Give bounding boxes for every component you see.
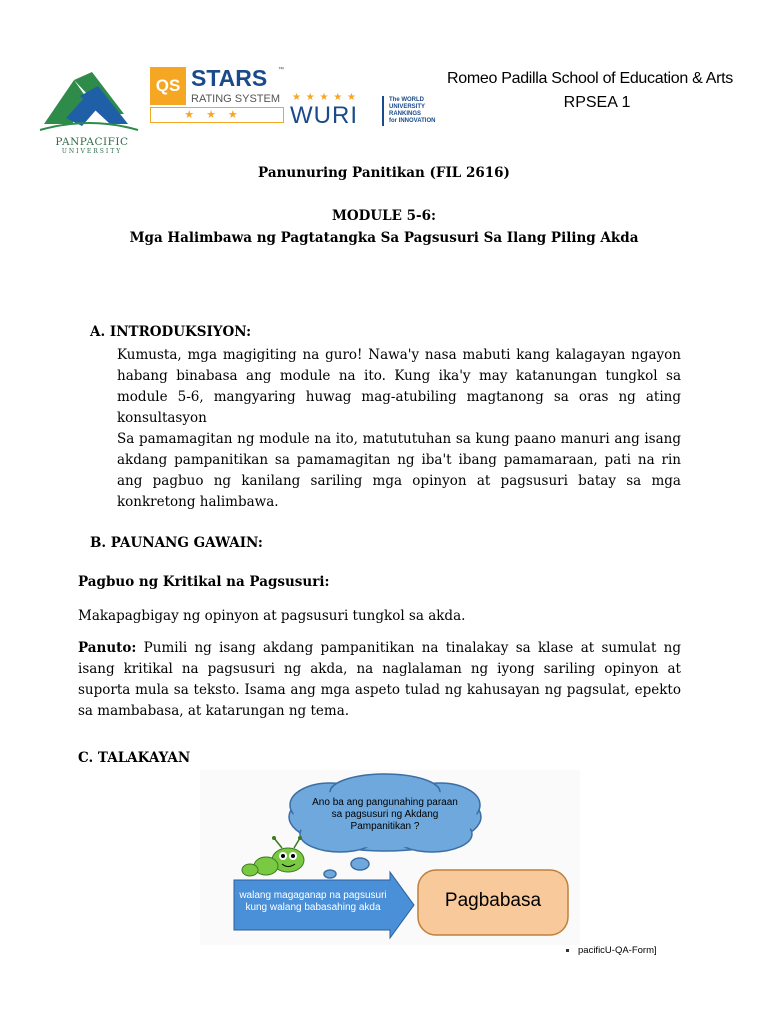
panuto-label: Panuto:: [78, 640, 137, 656]
wuri-desc-line: UNIVERSITY: [389, 104, 426, 110]
section-b-instructions: [78, 638, 681, 722]
section-a-paragraph-2: Sa pamamagitan ng module na ito, matututuhan sa kung paano manuri ang isang akdang pampanitikan sa pamamagitan ng iba't ibang pamamaraan, pati na rin ang pagbuo ng kanilang sariling mga opinyon at pagsusuri batay sa mga konkretong halimbawa.: [117, 431, 681, 510]
qs-stars-logo: [150, 67, 284, 125]
talakayan-diagram: [200, 770, 580, 945]
section-c-heading: C. TALAKAYAN: [78, 750, 191, 766]
stars-title: STARS: [191, 65, 268, 91]
module-subtitle: Mga Halimbawa ng Pagtatangka Sa Pagsusuri Sa Ilang Piling Akda: [129, 230, 639, 246]
section-a-heading: A. INTRODUKSIYON:: [90, 324, 252, 340]
footer-form-code: pacificU-QA-Form]: [578, 945, 657, 956]
wuri-divider: [382, 96, 384, 126]
pagbabasa-box-text: Pagbabasa: [444, 890, 542, 911]
panpacific-logo-icon: [36, 66, 142, 138]
cloud-question-text: Ano ba ang pangunahing paraan sa pagsusuri ng Akdang Pampanitikan ?: [312, 797, 458, 832]
school-name: Romeo Padilla School of Education & Arts: [447, 70, 733, 87]
section-b-objective: Makapagbigay ng opinyon at pagsusuri tungkol sa akda.: [78, 608, 466, 624]
university-sub: UNIVERSITY: [61, 148, 123, 155]
wuri-label: WURI: [290, 102, 358, 129]
section-a-paragraph-1: Kumusta, mga magigiting na guro! Nawa'y nasa mabuti kang kalagayan ngayon habang binabasa ang module na ito. Kung ika'y may katanungan tungkol sa module 5-6, mangyaring huwag mag-atubiling magtanong sa oras ng ating konsultasyon: [117, 347, 681, 426]
course-title: Panunuring Panitikan (FIL 2616): [258, 165, 510, 181]
wuri-desc-line: for INNOVATION: [389, 118, 436, 124]
panuto-text: Pumili ng isang akdang pampanitikan na tinalakay sa klase at sumulat ng isang kritikal na pagsusuri ng akda, na naglalaman ng iyong sariling opinyon at suporta mula sa teksto. Isama ang mga aspeto tulad ng kahusayan ng pagsulat, epekto sa mambabasa, at katarungan ng tema.: [78, 640, 681, 719]
wuri-desc-line: The WORLD: [389, 97, 424, 103]
footer-dot: [566, 949, 569, 952]
arrow-text: walang magaganap na pagsusuri kung walang babasahing akda: [239, 890, 387, 913]
school-code: RPSEA 1: [563, 94, 631, 111]
qs-badge: QS: [150, 67, 186, 105]
stars-tm: ™: [278, 67, 284, 73]
section-b-subheading: Pagbuo ng Kritikal na Pagsusuri:: [78, 574, 330, 590]
qs-star-row-icon: ★★★: [150, 107, 284, 123]
bug-mascot-icon: [242, 836, 304, 876]
university-name: PANPACIFIC: [55, 136, 129, 148]
rating-system: RATING SYSTEM: [191, 93, 281, 105]
wuri-desc-line: RANKINGS: [389, 111, 422, 117]
module-title: MODULE 5-6:: [331, 208, 437, 224]
wuri-stars: ★ ★ ★ ★ ★: [292, 92, 357, 103]
wuri-description: [389, 97, 435, 125]
section-b-heading: B. PAUNANG GAWAIN:: [90, 535, 263, 551]
